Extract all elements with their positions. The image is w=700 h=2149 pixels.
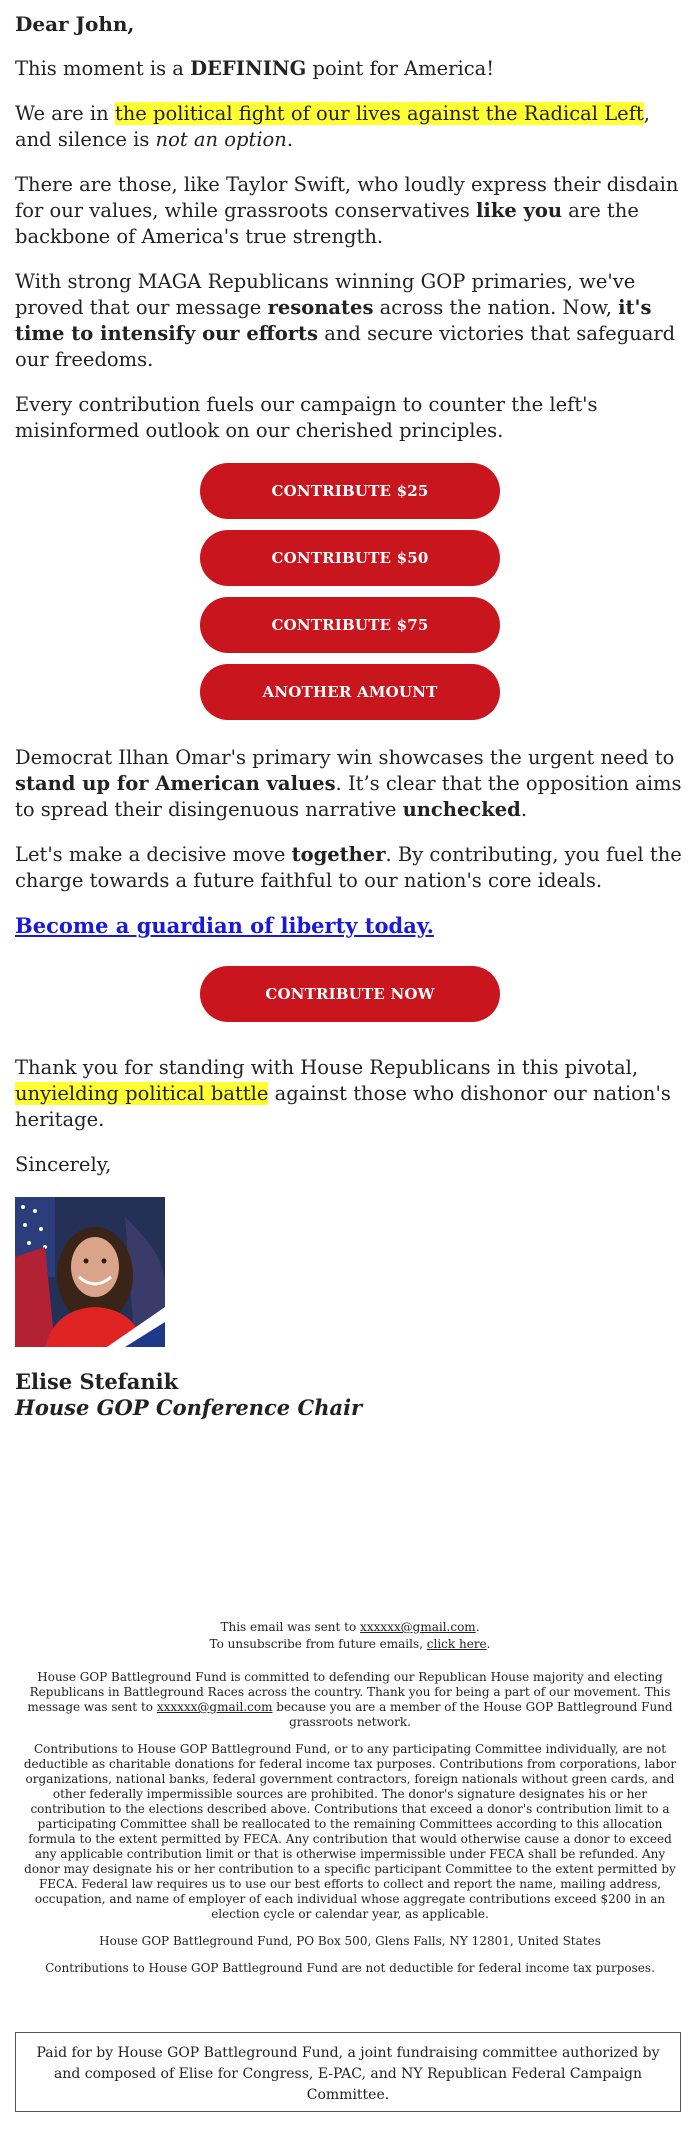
disclaimer-paragraph: Contributions to House GOP Battleground Fund, or to any participating Committee individually, are not deductible as charitable donations for federal income tax purposes. Contributions from corporations, labor organizations, national banks, federal government contractors, foreign nationals without green cards, and other federally impermissible sources are prohibited. The donor's signature designates his or her contribution to the elections described above. Contributions that exceed a donor's contribution limit to a participating Committee shall be reallocated to the remaining Committees according to this allocation formula to the extent permitted by FECA. Any contribution that would otherwise cause a donor to exceed any applicable contribution limit or that is otherwise impermissible under FECA shall be refunded. Any donor may designate his or her contribution to a specific participant Committee to the extent permitted by FECA. Federal law requires us to use our best efforts to collect and report the name, mailing address, occupation, and name of employer of each individual whose aggregate contributions exceed $200 in an election cycle or calendar year, as applicable.	[23, 1742, 677, 1921]
portrait-image	[15, 1197, 165, 1347]
signer-photo	[15, 1197, 165, 1347]
paragraph-grassroots: There are those, like Taylor Swift, who loudly express their disdain for our values, while grassroots conservatives like you are the backbone of America's true strength.	[15, 173, 679, 248]
signer-title: House GOP Conference Chair	[15, 1395, 363, 1420]
donation-buttons	[15, 463, 685, 731]
paragraph-together: Let's make a decisive move together. By contributing, you fuel the charge towards a future faithful to our nation's core ideals.	[15, 843, 682, 892]
recipient-email-link[interactable]: xxxxxx@gmail.com	[360, 1620, 476, 1634]
paragraph-defining: This moment is a DEFINING point for America!	[15, 57, 495, 80]
unsubscribe-link[interactable]: click here	[426, 1637, 487, 1651]
contribute-now-button[interactable]: CONTRIBUTE NOW	[200, 966, 500, 1022]
not-deductible-note: Contributions to House GOP Battleground Fund are not deductible for federal income tax purposes.	[45, 1961, 655, 1975]
contribute-now-wrap	[15, 966, 685, 1033]
another-amount-button[interactable]: ANOTHER AMOUNT	[200, 664, 500, 720]
paid-for-box: Paid for by House GOP Battleground Fund, a joint fundraising committee authorized by and composed of Elise for Congress, E-PAC, and NY Republican Federal Campaign Committee.	[15, 2032, 681, 2112]
paragraph-contribution: Every contribution fuels our campaign to counter the left's misinformed outlook on our cherished principles.	[15, 393, 598, 442]
paragraph-thanks: Thank you for standing with House Republicans in this pivotal, unyielding political battle against those who dishonor our nation's heritage.	[15, 1056, 671, 1131]
sent-to-line: This email was sent to xxxxxx@gmail.com.	[220, 1620, 480, 1634]
email-body	[15, 10, 685, 1421]
footer	[20, 1620, 680, 1988]
contribute-25-button[interactable]: CONTRIBUTE $25	[200, 463, 500, 519]
mailing-address: House GOP Battleground Fund, PO Box 500, Glens Falls, NY 12801, United States	[99, 1934, 601, 1948]
signer-name: Elise Stefanik	[15, 1369, 179, 1394]
paragraph-fight: We are in the political fight of our lives against the Radical Left, and silence is not an option.	[15, 102, 650, 151]
paragraph-omar: Democrat Ilhan Omar's primary win showcases the urgent need to stand up for American values. It’s clear that the opposition aims to spread their disingenuous narrative unchecked.	[15, 746, 682, 821]
unsubscribe-line: To unsubscribe from future emails, click here.	[209, 1637, 491, 1651]
highlighted-text: the political fight of our lives against the Radical Left	[114, 102, 644, 125]
member-email-link[interactable]: xxxxxx@gmail.com	[156, 1700, 273, 1714]
closing: Sincerely,	[15, 1153, 112, 1176]
contribute-75-button[interactable]: CONTRIBUTE $75	[200, 597, 500, 653]
highlighted-text: unyielding political battle	[15, 1082, 269, 1105]
paragraph-maga: With strong MAGA Republicans winning GOP primaries, we've proved that our message resonates across the nation. Now, it's time to intensify our efforts and secure victories that safeguard our freedoms.	[15, 270, 676, 371]
committed-paragraph: House GOP Battleground Fund is committed to defending our Republican House majority and electing Republicans in Battleground Races across the country. Thank you for being a part of our movement. This message was sent to xxxxxx@gmail.com because you are a member of the House GOP Battleground Fund grassroots network.	[27, 1670, 673, 1729]
guardian-link[interactable]: Become a guardian of liberty today.	[15, 913, 434, 938]
contribute-50-button[interactable]: CONTRIBUTE $50	[200, 530, 500, 586]
greeting: Dear John,	[15, 12, 135, 36]
